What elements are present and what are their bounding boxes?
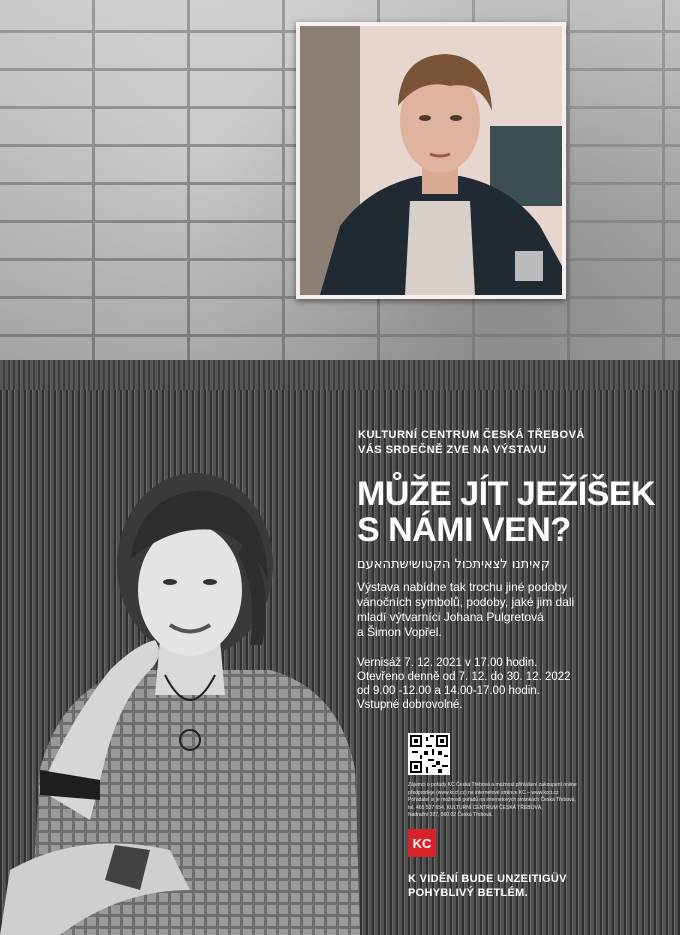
description-line-3: mladí výtvarníci Johana Pulgretová xyxy=(357,610,544,624)
opening-hours-info xyxy=(357,656,657,712)
fine-print-line-5: Nádražní 397, 560 02 Česká Třebová. xyxy=(408,812,493,818)
fine-print-line-1: Zájemci o pořady KC Česká Třebová a možnost přihlášení zakoupení online xyxy=(408,782,577,788)
logo-text: KC xyxy=(412,835,432,851)
organizer-line-2: VÁS SRDEČNĚ ZVE NA VÝSTAVU xyxy=(358,444,547,456)
description-line-2: vánočních symbolů, podoby, jaké jim dali xyxy=(357,595,575,609)
kc-logo-icon xyxy=(408,829,436,857)
footer-line-2: POHYBLIVÝ BETLÉM. xyxy=(408,887,528,899)
info-line-4: Vstupné dobrovolné. xyxy=(357,699,463,711)
fence-top-edge xyxy=(0,360,680,390)
footer-note xyxy=(408,872,567,900)
fine-print xyxy=(408,782,618,820)
fine-print-line-4: tel. 465 537 654, KULTURNÍ CENTRUM ČESKÁ TŘEBOVÁ, xyxy=(408,804,543,811)
info-line-1: Vernisáž 7. 12. 2021 v 17.00 hodin. xyxy=(357,657,538,669)
description-line-4: a Šimon Vopřel. xyxy=(357,625,442,639)
info-line-3: od 9.00 -12.00 a 14.00-17.00 hodin. xyxy=(357,685,540,697)
organizer-text xyxy=(358,428,585,458)
exhibition-description xyxy=(357,580,657,640)
title-line-2: S NÁMI VEN? xyxy=(357,511,571,549)
fine-print-line-3: Pořadatel si je možnosti pořadů na internetových stránkách Česká Třebová, xyxy=(408,797,576,803)
organizer-line-1: KULTURNÍ CENTRUM ČESKÁ TŘEBOVÁ xyxy=(358,429,585,441)
framed-portrait-photo xyxy=(296,22,566,299)
description-line-1: Výstava nabídne tak trochu jiné podoby xyxy=(357,580,568,594)
smiling-woman-photo xyxy=(0,470,380,935)
fine-print-line-2: předprodeje (www.kcct.cz) na internetové stránce KC – www.kcct.cz xyxy=(408,789,559,796)
footer-line-1: K VIDĚNÍ BUDE UNZEITIGÜV xyxy=(408,873,567,885)
portrait-man-image xyxy=(300,26,562,295)
hebrew-subtitle: קאיתנו לצאיתכול הקטושישתהאעם xyxy=(357,557,550,572)
title-line-1: MŮŽE JÍT JEŽÍŠEK xyxy=(357,475,656,513)
info-line-2: Otevřeno denně od 7. 12. do 30. 12. 2022 xyxy=(357,671,571,683)
exhibition-title xyxy=(357,476,655,548)
qr-code-icon[interactable] xyxy=(408,733,450,775)
